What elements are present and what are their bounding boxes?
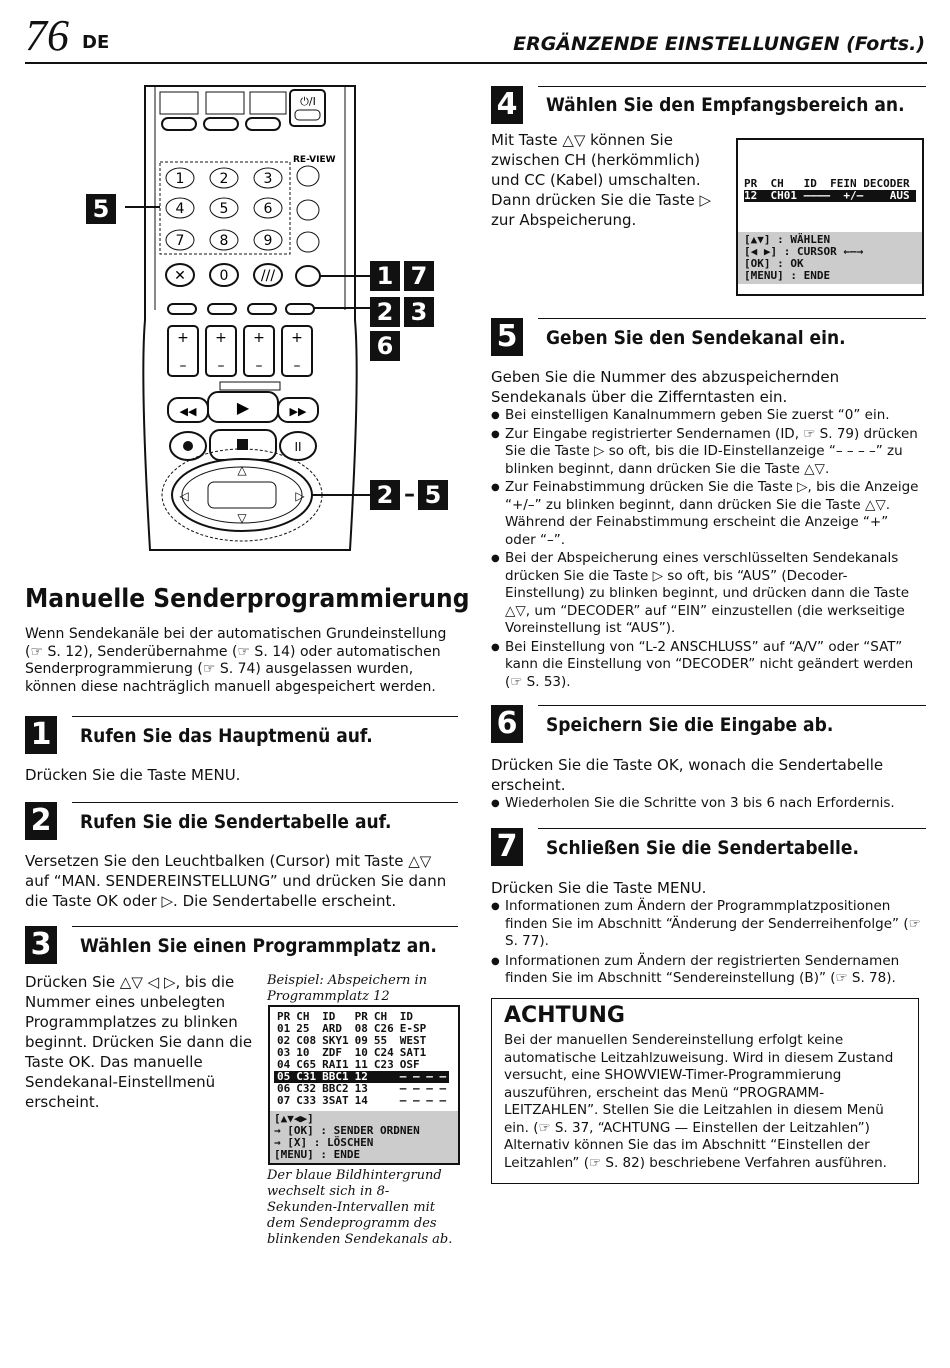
osd-cell: 14 — [354, 1094, 368, 1107]
step-6-rule — [538, 705, 926, 706]
osd-cell: SKY1 — [322, 1034, 349, 1047]
svg-text:–: – — [293, 358, 301, 374]
osd-cell: C32 — [296, 1082, 317, 1095]
osd-cell: – – – – — [399, 1082, 447, 1095]
step-5-number: 5 — [491, 318, 523, 356]
warning-box — [491, 998, 919, 1184]
osd-footer-line: → [X] : LÖSCHEN — [274, 1136, 374, 1149]
svg-text:▽: ▽ — [237, 511, 247, 525]
page-number: 76 — [25, 11, 69, 60]
page-title: Manuelle Senderprogrammierung — [25, 584, 470, 614]
warning-text: Bei der manuellen Sendereinstellung erfolgt keine automatische Leitzahlzuweisung. Wird in diesem Zustand versucht, eine SHOWVIEW-Timer-Programmierung auszuführen, erscheint das Menü “PROGRAMM-LEITZAHLEN”. Stellen Sie die Leitzahlen in diesem Menü ein. (☞ S. 37, “ACHTUNG — Einstellen der Leitzahlen”) Alternativ können Sie das im Abschnitt “Einstellen der Leitzahlen” (☞ S. 82) beschriebene Verfahren ausführen. — [504, 1032, 894, 1171]
osd-cell: BBC2 — [322, 1082, 349, 1095]
svg-text:+: + — [253, 330, 265, 346]
svg-text:▶: ▶ — [236, 398, 250, 417]
osd-cell: 25 — [296, 1022, 310, 1035]
section-title: ERGÄNZENDE EINSTELLUNGEN (Forts.) — [513, 33, 925, 55]
bullet-item: ● Informationen zum Ändern der registrierten Sendernamen finden Sie im Abschnitt “Sendereinstellung (B)” (☞ S. 78). — [491, 953, 921, 988]
step-2-number: 2 — [25, 802, 57, 840]
osd-header-cell: CH — [373, 1010, 388, 1023]
step-1-number: 1 — [25, 716, 57, 754]
step-4-rule — [538, 86, 926, 87]
step-3-rule — [72, 926, 458, 927]
svg-text:✕: ✕ — [174, 268, 186, 284]
osd-cell: 10 — [296, 1046, 310, 1059]
step-2-rule — [72, 802, 458, 803]
svg-text:–: – — [255, 358, 263, 374]
step-1-text: Drücken Sie die Taste MENU. — [25, 766, 241, 784]
osd-cell: E-SP — [399, 1022, 427, 1035]
remote-control-illustration — [80, 80, 460, 560]
callout-step-7: 7 — [404, 261, 434, 291]
step-3-number: 3 — [25, 926, 57, 964]
osd-header-cell: ID — [399, 1010, 413, 1023]
osd-footer-line: [▲▼] : WÄHLEN — [744, 233, 831, 246]
callout-step-1: 1 — [370, 261, 400, 291]
osd-cell: C23 — [373, 1058, 394, 1071]
svg-text:–: – — [179, 358, 187, 374]
header-rule — [25, 62, 927, 64]
bullet-item: ● Informationen zum Ändern der Programmplatzpositionen finden Sie im Abschnitt “Änderung der Senderreihenfolge” (☞ S. 77). — [491, 898, 921, 951]
svg-text:+: + — [177, 330, 189, 346]
step-7-bullets — [491, 898, 921, 988]
svg-text:◀◀: ◀◀ — [179, 405, 197, 418]
osd-footer-line: → [OK] : SENDER ORDNEN — [274, 1124, 420, 1137]
step-7-rule — [538, 828, 926, 829]
bullet-item: ● Bei Einstellung von “L-2 ANSCHLUSS” auf “A/V” oder “SAT” kann die Einstellung von “DECODER” nicht geändert werden (☞ S. 53). — [491, 639, 921, 692]
osd-footer-line: [MENU] : ENDE — [744, 269, 831, 282]
step-7-number: 7 — [491, 828, 523, 866]
osd-footer-line: [OK] : OK — [744, 257, 804, 270]
osd-cell: C26 — [373, 1022, 394, 1035]
warning-title: ACHTUNG — [504, 1003, 625, 1028]
svg-text:3: 3 — [263, 171, 273, 187]
step-5-bullets — [491, 407, 921, 691]
svg-text:–: – — [217, 358, 225, 374]
step-4-title: Wählen Sie den Empfangsbereich an. — [546, 94, 905, 116]
osd-cell: 3SAT — [322, 1094, 349, 1107]
step-3-example-caption: Beispiel: Abspeichern in Programmplatz 12 — [267, 973, 428, 1004]
osd-header-cell: PR — [277, 1010, 291, 1023]
svg-text:4: 4 — [175, 201, 185, 217]
osd-cell: ZDF — [322, 1046, 342, 1059]
svg-text:+: + — [291, 330, 303, 346]
svg-text:◁: ◁ — [179, 489, 189, 503]
callout-step-6: 6 — [370, 331, 400, 361]
svg-text:▷: ▷ — [295, 489, 305, 503]
callout-range-dash: – — [404, 482, 415, 507]
osd-channel-header: PR CH ID FEIN DECODER — [744, 177, 910, 190]
intro-text: Wenn Sendekanäle bei der automatischen Grundeinstellung (☞ S. 12), Senderübernahme (☞ S. 14) oder automatischen Senderprogrammierung (☞ S. 74) ausgelassen wurden, können diese nachträglich manuell abgespeichert werden. — [25, 626, 447, 695]
step-5-title: Geben Sie den Sendekanal ein. — [546, 327, 846, 349]
osd-cell: C31 — [296, 1070, 317, 1083]
osd-cell: 06 — [277, 1082, 291, 1095]
osd-cell: 55 — [373, 1034, 388, 1047]
osd-channel-table — [268, 1005, 460, 1165]
svg-text:7: 7 — [175, 233, 185, 249]
osd-cell: 02 — [277, 1034, 291, 1047]
osd-cell: BBC1 — [322, 1070, 349, 1083]
osd-cell: 01 — [277, 1022, 291, 1035]
step-7-text: Drücken Sie die Taste MENU. — [491, 879, 707, 897]
bullet-item: ● Zur Eingabe registrierter Sendernamen (ID, ☞ S. 79) drücken Sie die Taste ▷ so oft, bis die ID-Einstellanzeige “– – – –” zu blinken beginnt, dann drücken Sie die Taste △▽. — [491, 426, 921, 479]
osd-cell: C24 — [373, 1046, 394, 1059]
callout-range-end: 5 — [418, 480, 448, 510]
osd-cell: C33 — [296, 1094, 317, 1107]
osd-row — [274, 1095, 449, 1107]
svg-text:△: △ — [237, 463, 247, 477]
osd-channel-setup — [736, 138, 924, 296]
step-1-title: Rufen Sie das Hauptmenü auf. — [80, 725, 373, 747]
osd-cell — [371, 1071, 397, 1083]
osd-cell: 04 — [277, 1058, 291, 1071]
osd-cell: C08 — [296, 1034, 317, 1047]
osd-cell: 11 — [354, 1058, 368, 1071]
osd-cell: WEST — [399, 1034, 427, 1047]
osd-cell: SAT1 — [399, 1046, 427, 1059]
osd-cell: RAI1 — [322, 1058, 349, 1071]
step-4-number: 4 — [491, 86, 523, 124]
osd-table-footer — [270, 1111, 458, 1163]
osd-cell: 03 — [277, 1046, 291, 1059]
osd-cell — [371, 1095, 397, 1107]
osd-cell: 05 — [277, 1070, 291, 1083]
step-3-text: Drücken Sie △▽ ◁ ▷, bis die Nummer eines unbelegten Programmplatzes zu blinken beginnt. Drücken Sie dann die Taste OK. Das manuelle Sendekanal-Einstellmenü erscheint. — [25, 973, 253, 1111]
step-1-rule — [72, 716, 458, 717]
osd-footer-line: [◀ ▶] : CURSOR ←—→ — [744, 245, 864, 258]
step-6-title: Speichern Sie die Eingabe ab. — [546, 714, 834, 736]
bullet-item: ● Bei einstelligen Kanalnummern geben Sie zuerst “0” ein. — [491, 407, 921, 425]
osd-channel-row: 12 CH01 –––– +/– AUS — [744, 190, 916, 202]
svg-text:1: 1 — [175, 171, 185, 187]
osd-footer-line: [▲▼◀▶] — [274, 1112, 314, 1125]
svg-text:▶▶: ▶▶ — [289, 405, 307, 418]
step-2-text: Versetzen Sie den Leuchtbalken (Cursor) mit Taste △▽ auf “MAN. SENDEREINSTELLUNG” und drücken Sie dann die Taste OK oder ▷. Die Sendertabelle erscheint. — [25, 852, 447, 910]
svg-text:+: + — [215, 330, 227, 346]
svg-text:8: 8 — [219, 233, 229, 249]
language-code: DE — [82, 32, 110, 53]
svg-text:2: 2 — [219, 171, 229, 187]
osd-cell: – – – – — [399, 1094, 447, 1107]
step-3-title: Wählen Sie einen Programmplatz an. — [80, 935, 437, 957]
osd-table — [274, 1011, 449, 1107]
svg-text:///: /// — [260, 268, 276, 284]
callout-step-3: 3 — [404, 297, 434, 327]
osd-cell: ARD — [322, 1022, 342, 1035]
osd-cell: 10 — [354, 1046, 368, 1059]
osd-cell: – – – – — [399, 1070, 447, 1083]
bullet-item: ● Bei der Abspeicherung eines verschlüsselten Sendekanals drücken Sie die Taste ▷ so oft, bis “AUS” (Decoder-Einstellung) zu blinken beginnt, und drücken dann die Taste △▽, um “DECODER” auf “EIN” einzustellen (die werkseitige Voreinstellung ist “AUS”). — [491, 550, 921, 638]
step-7-title: Schließen Sie die Sendertabelle. — [546, 837, 859, 859]
step-6-bullets — [491, 795, 921, 813]
osd-cell: C65 — [296, 1058, 317, 1071]
step-4-text: Mit Taste △▽ können Sie zwischen CH (herkömmlich) und CC (Kabel) umschalten. Dann drücken Sie die Taste ▷ zur Abspeicherung. — [491, 131, 712, 229]
svg-text:⏻/I: ⏻/I — [300, 95, 316, 108]
osd-cell: 13 — [354, 1082, 368, 1095]
bullet-item: ● Zur Feinabstimmung drücken Sie die Taste ▷, bis die Anzeige “+/–” zu blinken beginnt, dann drücken Sie die Taste △▽. Während der Feinabstimmung erscheint die Anzeige “+” oder “–”. — [491, 479, 921, 549]
osd-cell: 09 — [354, 1034, 368, 1047]
osd-footer-line: [MENU] : ENDE — [274, 1148, 361, 1161]
svg-text:0: 0 — [219, 268, 229, 284]
osd-cell: 07 — [277, 1094, 291, 1107]
bullet-item: ● Wiederholen Sie die Schritte von 3 bis 6 nach Erfordernis. — [491, 795, 921, 813]
step-6-number: 6 — [491, 705, 523, 743]
step-5-rule — [538, 318, 926, 319]
callout-range-start: 2 — [370, 480, 400, 510]
osd-cell: 08 — [354, 1022, 368, 1035]
callout-step-2: 2 — [370, 297, 400, 327]
osd-channel-footer — [738, 232, 922, 284]
svg-text:II: II — [294, 440, 302, 454]
osd-header-cell: PR — [354, 1010, 368, 1023]
callout-step-5: 5 — [86, 194, 116, 224]
osd-header-cell: CH — [296, 1010, 310, 1023]
svg-text:6: 6 — [263, 201, 273, 217]
step-3-footer-caption: Der blaue Bildhintergrund wechselt sich in 8-Sekunden-Intervallen mit dem Sendeprogramm des blinkenden Sendekanals ab. — [267, 1168, 453, 1247]
osd-cell: OSF — [399, 1058, 420, 1071]
osd-cell: 12 — [354, 1070, 368, 1083]
step-2-title: Rufen Sie die Sendertabelle auf. — [80, 811, 392, 833]
osd-cell — [371, 1083, 397, 1095]
step-6-text: Drücken Sie die Taste OK, wonach die Sendertabelle erscheint. — [491, 756, 884, 794]
review-label: RE-VIEW — [293, 155, 336, 165]
svg-text:9: 9 — [263, 233, 273, 249]
svg-text:5: 5 — [219, 201, 229, 217]
osd-header-cell: ID — [322, 1010, 336, 1023]
step-5-text: Geben Sie die Nummer des abzuspeichernden Sendekanals über die Zifferntasten ein. — [491, 368, 840, 406]
